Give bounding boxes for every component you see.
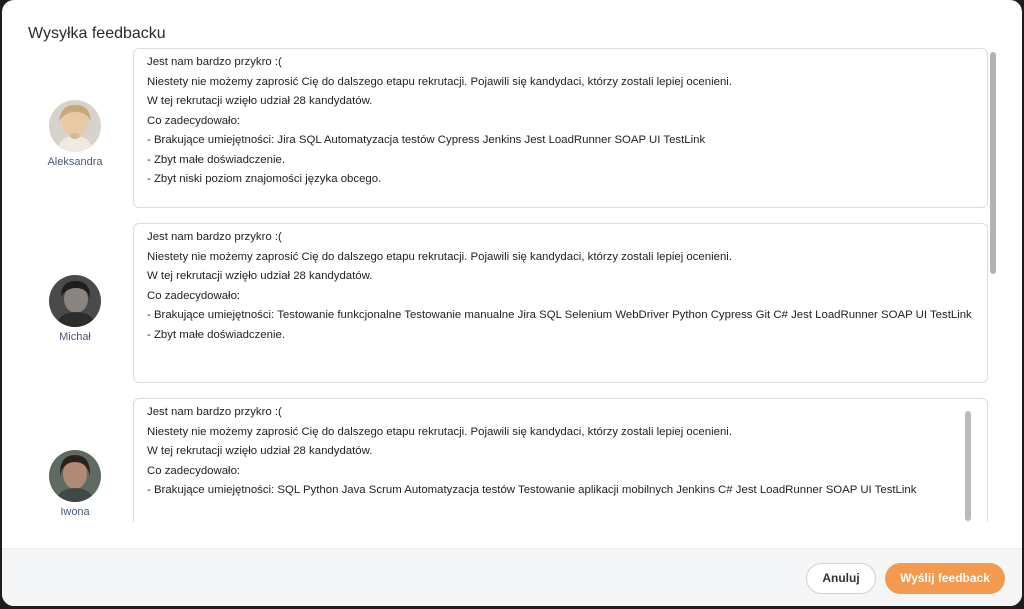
feedback-message-box[interactable]	[133, 48, 988, 208]
feedback-dialog	[2, 0, 1022, 606]
candidate-info	[40, 100, 110, 168]
feedback-row	[2, 48, 1002, 208]
message-line: - Zbyt małe doświadczenie.	[147, 153, 286, 166]
message-line: Co zadecydowało:	[147, 114, 241, 127]
feedback-row	[2, 223, 1002, 383]
message-line: Co zadecydowało:	[147, 289, 241, 302]
message-line: Niestety nie możemy zaprosić Cię do dalszego etapu rekrutacji. Pojawili się kandydaci, którzy zostali lepiej ocenieni.	[147, 425, 732, 438]
avatar	[49, 100, 101, 152]
message-line: Jest nam bardzo przykro :(	[147, 231, 282, 243]
dialog-footer	[2, 548, 1022, 606]
message-line: Jest nam bardzo przykro :(	[147, 56, 282, 68]
cancel-button[interactable]: Anuluj	[806, 563, 876, 594]
dialog-title: Wysyłka feedbacku	[28, 25, 166, 42]
message-line: Co zadecydowało:	[147, 464, 241, 477]
candidate-name: Iwona	[60, 506, 90, 518]
message-line: - Brakujące umiejętności: Testowanie funkcjonalne Testowanie manualne Jira SQL Selenium WebDriver Python Cypress Git C# Jest LoadRunner SOAP UI TestLink	[147, 309, 972, 321]
candidate-name: Michał	[59, 331, 91, 343]
message-line: W tej rekrutacji wzięło udział 28 kandydatów.	[147, 445, 373, 457]
message-line: W tej rekrutacji wzięło udział 28 kandydatów.	[147, 270, 373, 282]
message-line: Jest nam bardzo przykro :(	[147, 406, 282, 418]
avatar	[49, 450, 101, 502]
message-scrollbar[interactable]	[965, 411, 971, 521]
candidate-info	[40, 275, 110, 343]
message-line: - Brakujące umiejętności: SQL Python Java Scrum Automatyzacja testów Testowanie aplikacji mobilnych Jenkins C# Jest LoadRunner SOAP UI TestLink	[147, 484, 917, 496]
feedback-message-box[interactable]	[133, 398, 988, 522]
message-line: W tej rekrutacji wzięło udział 28 kandydatów.	[147, 95, 373, 107]
message-line: - Brakujące umiejętności: Jira SQL Automatyzacja testów Cypress Jenkins Jest LoadRunner SOAP UI TestLink	[147, 134, 706, 146]
message-line: - Zbyt małe doświadczenie.	[147, 328, 286, 341]
message-line: Niestety nie możemy zaprosić Cię do dalszego etapu rekrutacji. Pojawili się kandydaci, którzy zostali lepiej ocenieni.	[147, 250, 732, 263]
candidate-name: Aleksandra	[47, 156, 103, 168]
feedback-list[interactable]	[2, 48, 1002, 522]
list-scrollbar-track[interactable]	[988, 48, 998, 522]
send-feedback-button[interactable]: Wyślij feedback	[885, 563, 1005, 594]
avatar	[49, 275, 101, 327]
feedback-row	[2, 398, 1002, 522]
candidate-info	[40, 450, 110, 518]
message-line: Niestety nie możemy zaprosić Cię do dalszego etapu rekrutacji. Pojawili się kandydaci, którzy zostali lepiej ocenieni.	[147, 75, 732, 88]
list-scrollbar-thumb[interactable]	[990, 52, 996, 274]
feedback-message-box[interactable]	[133, 223, 988, 383]
message-line: - Zbyt niski poziom znajomości języka obcego.	[147, 173, 382, 185]
